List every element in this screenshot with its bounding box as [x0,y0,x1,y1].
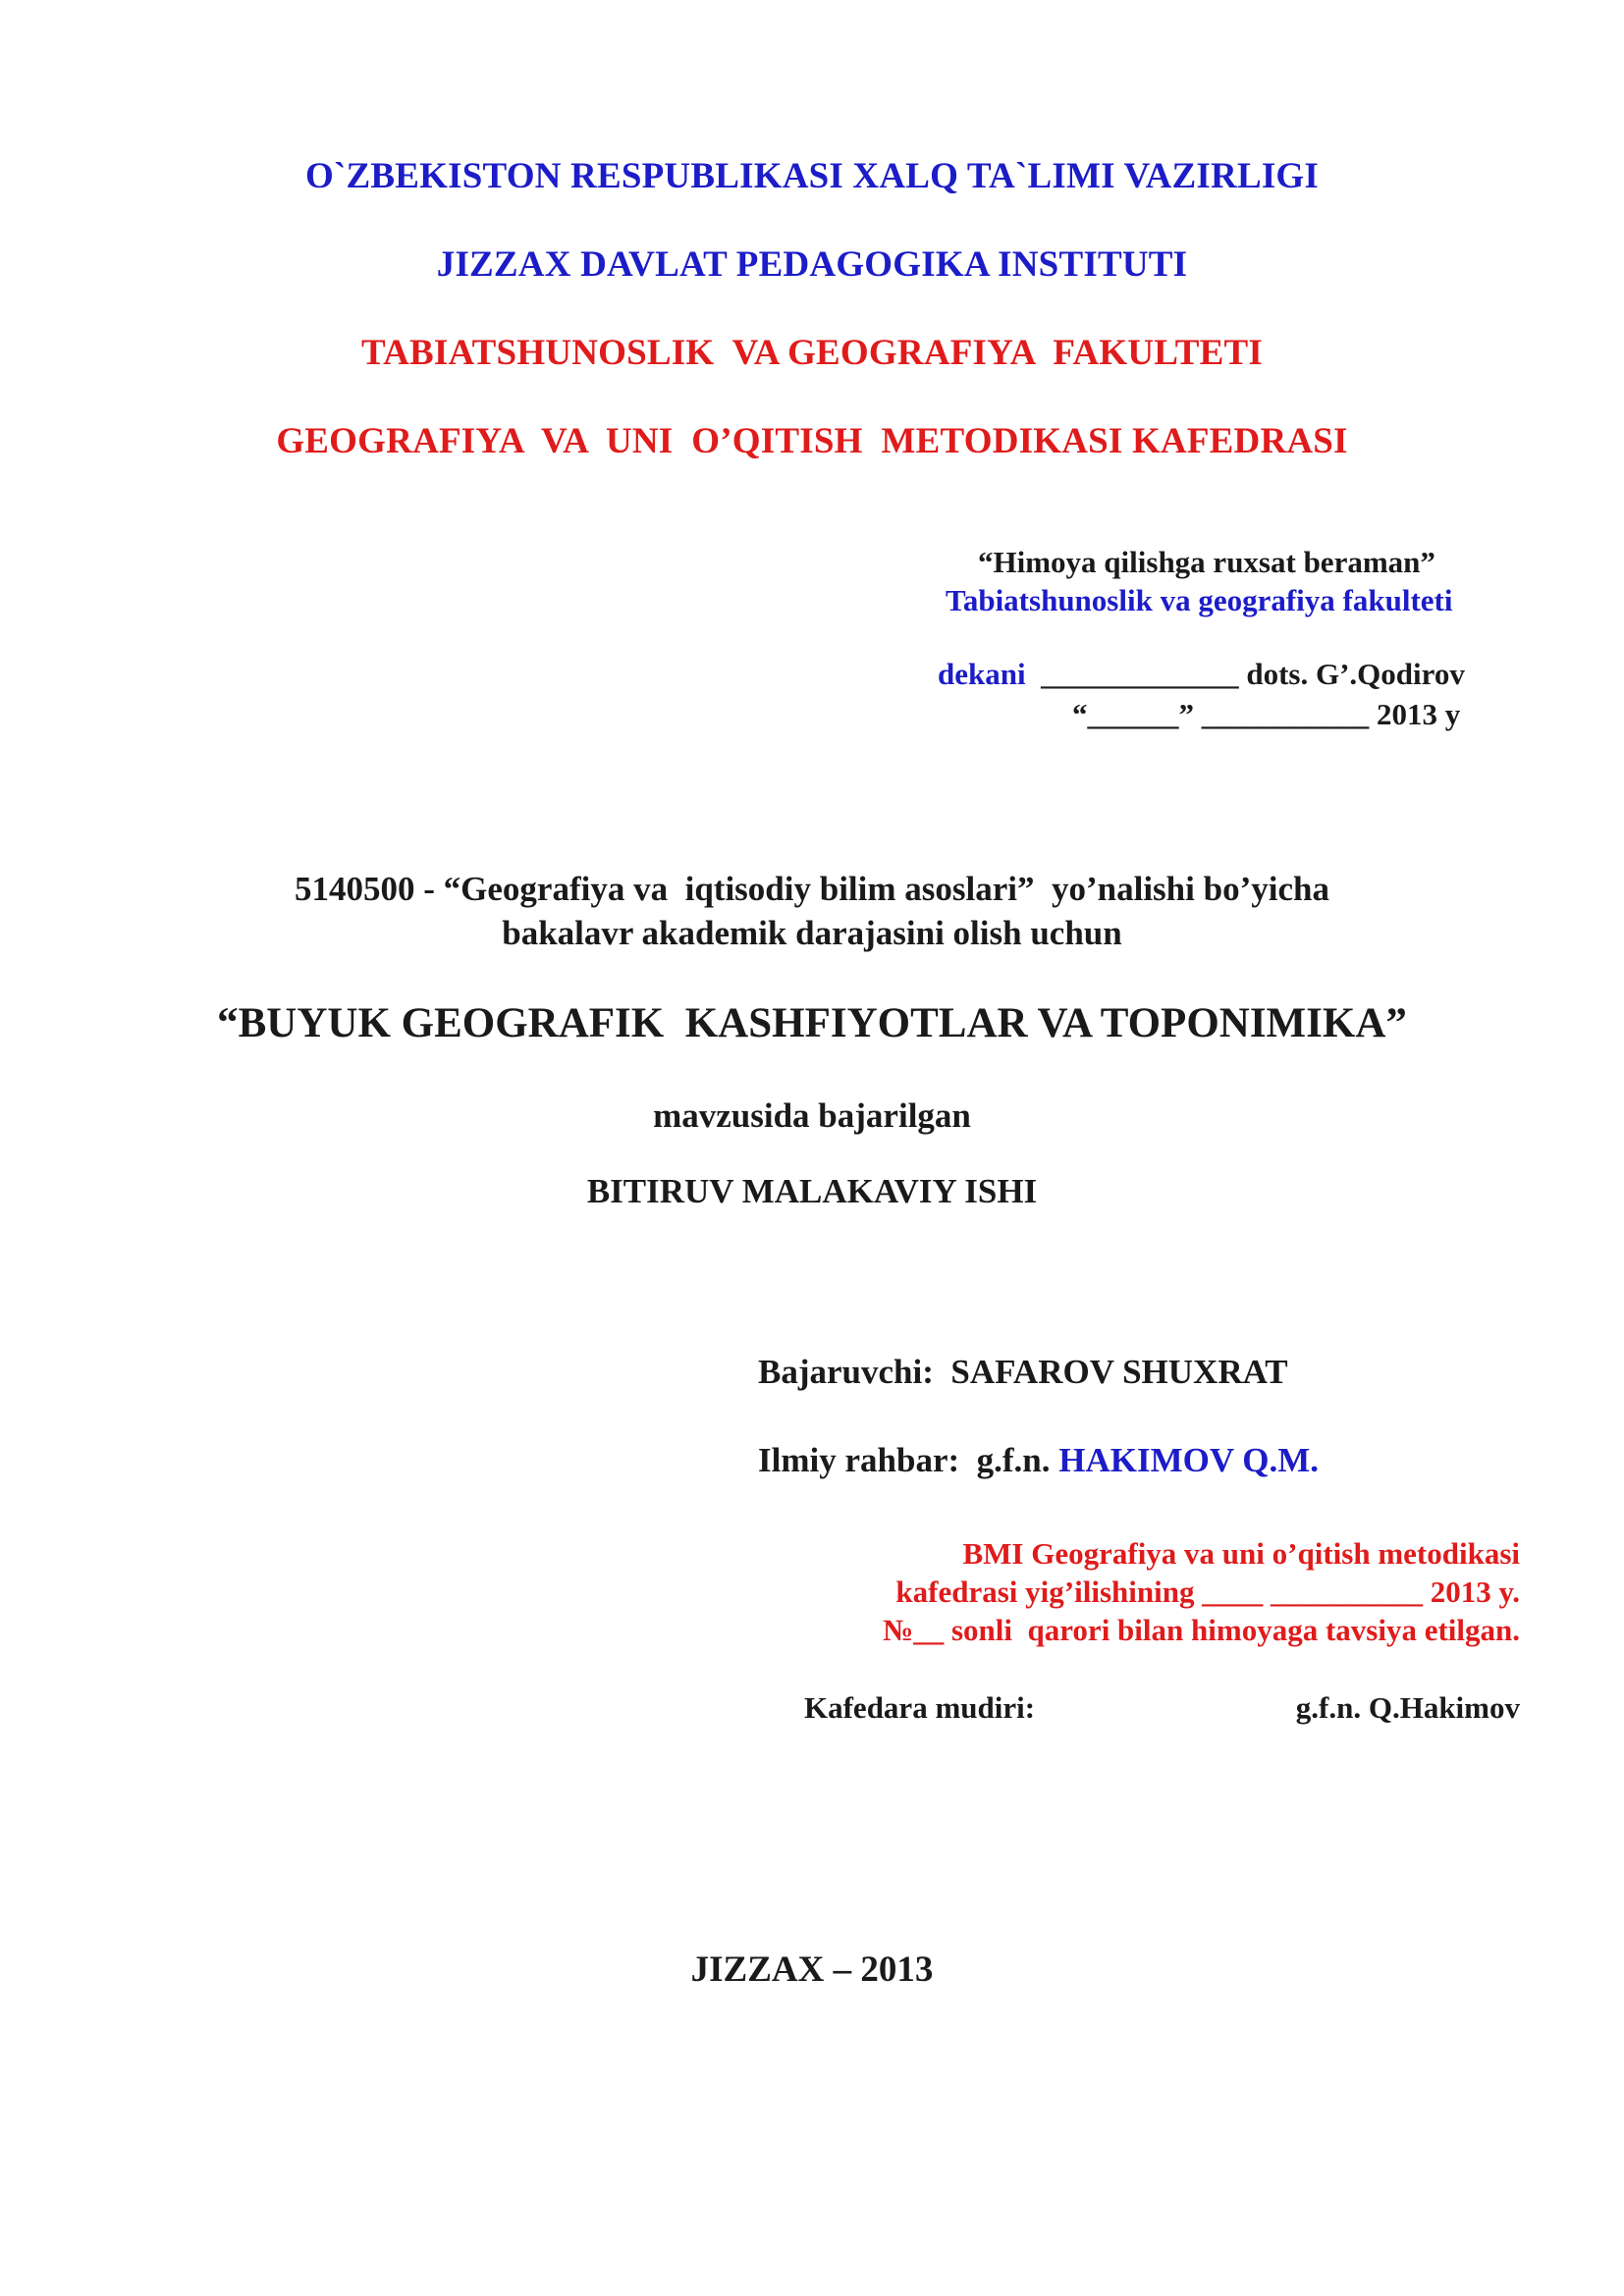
advisor-line [724,1402,1319,1520]
advisor-name: HAKIMOV Q.M. [1058,1441,1320,1479]
thesis-topic: “BUYUK GEOGRAFIK KASHFIYOTLAR VA TOPONIMIKA” [217,1000,1407,1046]
advisor-label: Ilmiy rahbar: g.f.n. [758,1441,1059,1479]
direction-line-1: 5140500 - “Geografiya va iqtisodiy bilim asoslari” yo’nalishi bo’yicha [295,870,1329,908]
approval-permission: “Himoya qilishga ruxsat beraman” [978,545,1435,579]
dean-label: dekani [938,657,1026,691]
recommendation-line-2: kafedrasi yig’ilishining ____ __________ 2013 y. [895,1575,1520,1609]
head-of-department-name: g.f.n. Q.Hakimov [1295,1690,1520,1725]
work-type: BITIRUV MALAKAVIY ISHI [586,1172,1038,1210]
topic-caption: mavzusida bajarilgan [653,1096,971,1135]
author-name: SAFAROV SHUXRAT [950,1353,1288,1391]
department-heading: GEOGRAFIYA VA UNI O’QITISH METODIKASI KAFEDRASI [276,421,1348,461]
head-of-department-label: Kafedara mudiri: [804,1690,1036,1725]
faculty-heading: TABIATSHUNOSLIK VA GEOGRAFIYA FAKULTETI [360,333,1264,373]
institute-heading: JIZZAX DAVLAT PEDAGOGIKA INSTITUTI [436,244,1188,285]
dean-signature: _____________ dots. G’.Qodirov [1025,657,1465,691]
ministry-heading: O`ZBEKISTON RESPUBLIKASI XALQ TA`LIMI VAZIRLIGI [305,156,1319,196]
recommendation-line-3: №__ sonli qarori bilan himoyaga tavsiya etilgan. [883,1613,1520,1647]
recommendation-line-1: BMI Geografiya va uni o’qitish metodikasi [962,1536,1520,1571]
approval-faculty: Tabiatshunoslik va geografiya fakulteti [946,583,1453,617]
direction-line-2: bakalavr akademik darajasini olish uchun [502,914,1122,952]
approval-date-line: “______” ___________ 2013 y [1072,697,1461,731]
city-year: JIZZAX – 2013 [690,1949,934,1990]
author-label: Bajaruvchi: [758,1353,951,1391]
